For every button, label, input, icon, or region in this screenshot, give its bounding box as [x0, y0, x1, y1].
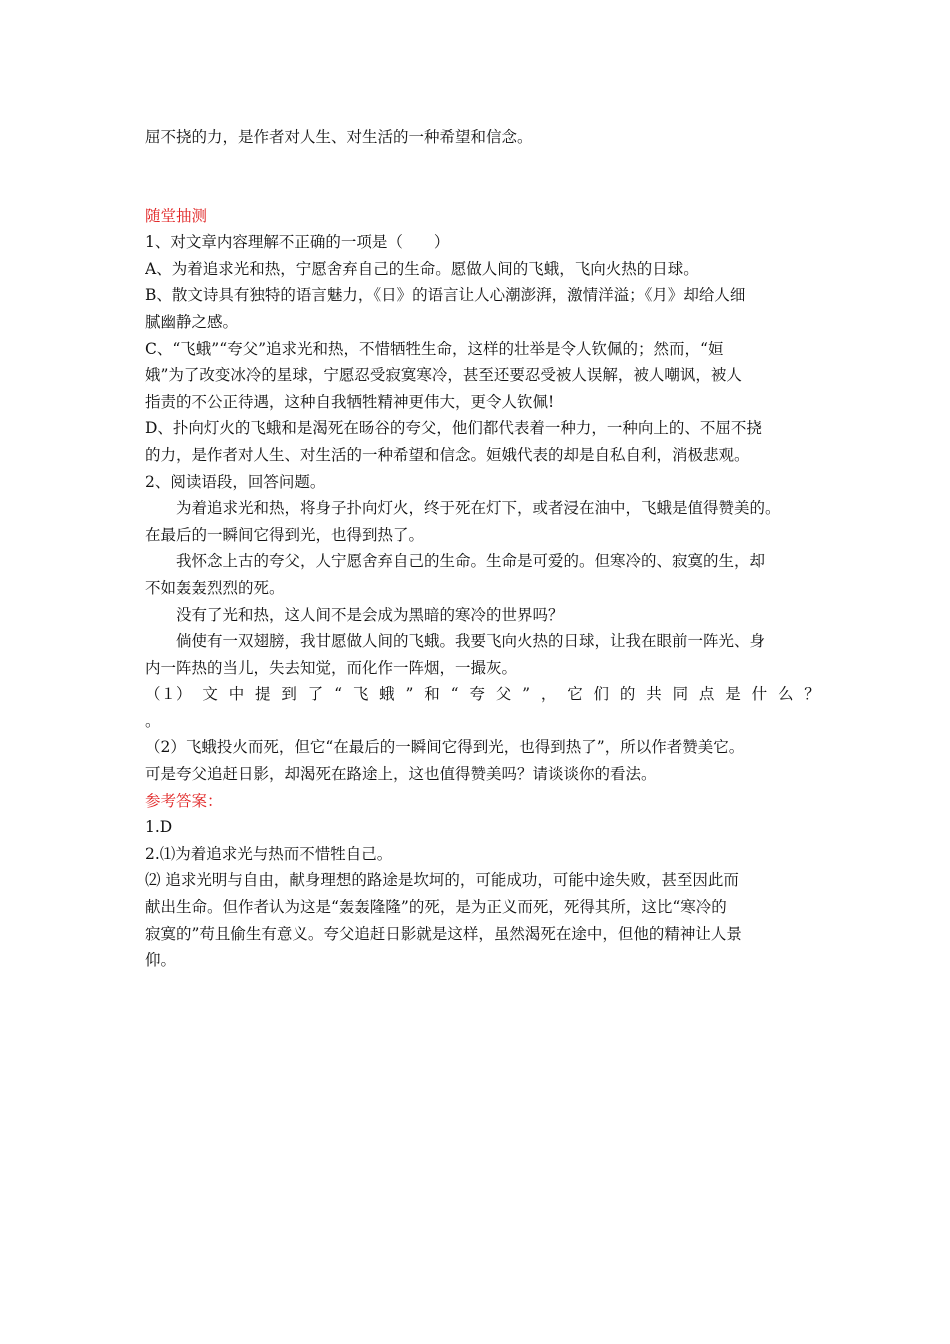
- q2-subquestion-1-char: 父: [495, 685, 512, 704]
- q2-subquestion-1-char: ？: [804, 685, 820, 704]
- q1-option-a: A、为着追求光和热，宁愿舍弃自己的生命。愿做人间的飞蛾，飞向火热的日球。: [145, 259, 699, 278]
- q2-subquestion-1-char: 夸: [469, 685, 485, 704]
- section-title: 随堂抽测: [145, 206, 208, 225]
- q2-subquestion-1-char: 点: [698, 685, 715, 704]
- answers-title: 参考答案：: [145, 791, 223, 810]
- answer-2-part2-line1: ⑵ 追求光明与自由，献身理想的路途是坎坷的，可能成功，可能中途失败，甚至因此而: [145, 871, 739, 890]
- q2-subquestion-1-char: 是: [725, 685, 741, 704]
- q2-subquestion-1-char: （１）: [145, 685, 192, 704]
- q2-subquestion-1-char: 同: [672, 685, 689, 704]
- q2-subquestion-1-char: 什: [751, 685, 768, 704]
- q2-subquestion-2-line2: 可是夸父追赶日影，却渴死在路途上，这也值得赞美吗？请谈谈你的看法。: [145, 765, 657, 784]
- q2-subquestion-1-char: 蛾: [379, 685, 395, 704]
- document-body: [145, 124, 820, 974]
- section-spacer: [145, 151, 820, 203]
- q1-option-c-line1: C、“飞蛾”“夸父”追求光和热，不惜牺牲生命，这样的壮举是令人钦佩的；然而，“姮: [145, 339, 724, 358]
- answer-1: 1.D: [145, 818, 173, 837]
- q2-passage-p1-line2: 在最后的一瞬间它得到光，也得到热了。: [145, 525, 425, 544]
- q2-subquestion-1-blank: 。: [145, 711, 161, 730]
- q2-passage-p3: 没有了光和热，这人间不是会成为黑暗的寒冷的世界吗？: [176, 605, 564, 624]
- q1-stem: 1、对文章内容理解不正确的一项是（ ）: [145, 233, 450, 252]
- answer-2-part2-line3: 寂寞的”苟且偷生有意义。夸父追赶日影就是这样，虽然渴死在途中，但他的精神让人景: [145, 924, 742, 943]
- q2-subquestion-1-char: 和: [424, 685, 440, 704]
- answer-2-part1: 2.⑴为着追求光与热而不惜牲自己。: [145, 844, 393, 863]
- q2-subquestion-1-char: ”: [522, 685, 531, 704]
- q2-subquestion-1-char: 共: [646, 685, 662, 704]
- q2-subquestion-1-char: 文: [202, 685, 218, 704]
- q1-option-b-line2: 腻幽静之感。: [145, 312, 239, 331]
- q2-passage-p2-line2: 不如轰轰烈烈的死。: [145, 578, 285, 597]
- q1-option-c-line2: 娥”为了改变冰冷的星球，宁愿忍受寂寞寒冷，甚至还要忍受被人误解，被人嘲讽，被人: [145, 366, 742, 385]
- q2-subquestion-1-char: 们: [593, 685, 610, 704]
- q2-subquestion-1-char: ”: [405, 685, 414, 704]
- answer-2-part2-line4: 仰。: [145, 951, 177, 970]
- q2-subquestion-1-char: 到: [281, 685, 297, 704]
- q2-passage-p4-line2: 内一阵热的当儿，失去知觉，而化作一阵烟，一撮灰。: [145, 658, 518, 677]
- q2-subquestion-2-line1: （2）飞蛾投火而死，但它“在最后的一瞬间它得到光，也得到热了”，所以作者赞美它。: [145, 738, 745, 757]
- q2-subquestion-1-char: 飞: [352, 685, 369, 704]
- q1-option-c-line3: 指责的不公正待遇，这种自我牺牲精神更伟大，更令人钦佩!: [145, 392, 555, 411]
- q2-passage-p1-line1: 为着追求光和热，将身子扑向灯火，终于死在灯下，或者浸在油中，飞蛾是值得赞美的。: [176, 499, 781, 518]
- q1-option-d-line2: 的力，是作者对人生、对生活的一种希望和信念。姮娥代表的却是自私自利，消极悲观。: [145, 445, 750, 464]
- q2-subquestion-1-char: ，: [540, 685, 557, 704]
- q2-subquestion-1-char: 么: [777, 685, 794, 704]
- q2-subquestion-1-char: 了: [307, 685, 324, 704]
- top-fragment: 屈不挠的力，是作者对人生、对生活的一种希望和信念。: [145, 128, 533, 146]
- q1-option-b-line1: B、散文诗具有独特的语言魅力，《日》的语言让人心潮澎湃，激情洋溢；《月》却给人细: [145, 286, 746, 305]
- q2-subquestion-1-char: 的: [619, 685, 636, 704]
- q2-subquestion-1-char: 中: [228, 685, 245, 704]
- q2-subquestion-1-char: “: [450, 685, 459, 704]
- q2-subquestion-1: [145, 681, 820, 708]
- q2-subquestion-1-char: “: [334, 685, 342, 704]
- q2-subquestion-1-char: 提: [255, 685, 271, 704]
- q2-stem: 2、阅读语段，回答问题。: [145, 472, 326, 491]
- answer-2-part2-line2: 献出生命。但作者认为这是“轰轰隆隆”的死，是为正义而死，死得其所，这比“寒冷的: [145, 898, 727, 917]
- q2-subquestion-1-char: 它: [567, 685, 583, 704]
- q1-option-d-line1: D、扑向灯火的飞蛾和是渴死在旸谷的夸父，他们都代表着一种力，一种向上的、不屈不挠: [145, 419, 762, 438]
- q2-passage-p4-line1: 倘使有一双翅膀，我甘愿做人间的飞蛾。我要飞向火热的日球，让我在眼前一阵光、身: [176, 632, 766, 651]
- q2-passage-p2-line1: 我怀念上古的夸父，人宁愿舍弃自己的生命。生命是可爱的。但寒冷的、寂寞的生，却: [176, 552, 766, 571]
